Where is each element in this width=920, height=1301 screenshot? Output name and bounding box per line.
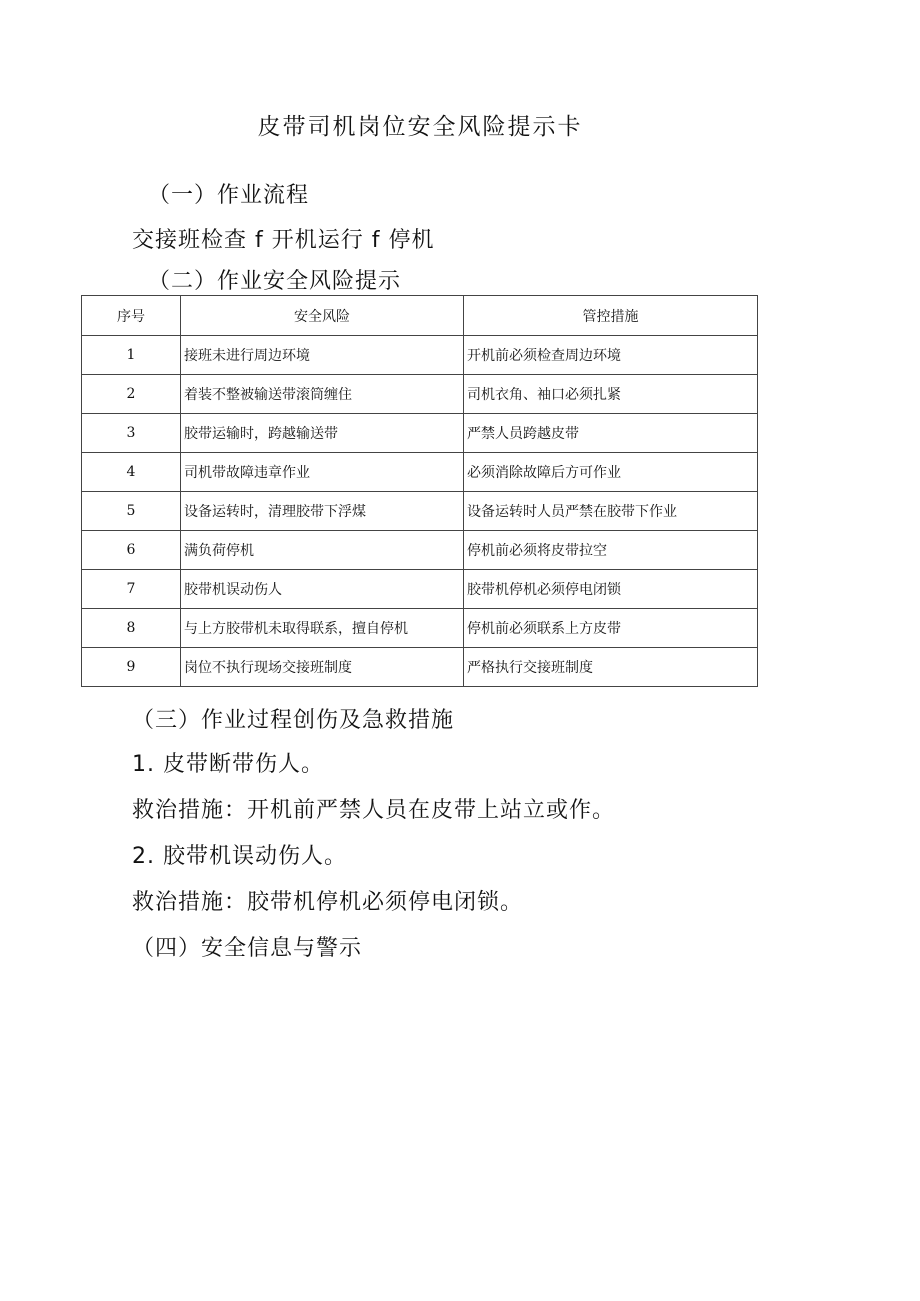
section-heading-workflow: （一）作业流程 (148, 183, 310, 208)
row-risk: 岗位不执行现场交接班制度 (181, 648, 464, 687)
row-number: 5 (82, 492, 181, 531)
row-number: 1 (82, 336, 181, 375)
section-heading-first-aid: （三）作业过程创伤及急救措施 (132, 708, 455, 733)
row-risk: 司机带故障违章作业 (181, 453, 464, 492)
row-measure: 停机前必须将皮带拉空 (464, 531, 758, 570)
row-measure: 胶带机停机必须停电闭锁 (464, 570, 758, 609)
row-measure: 必须消除故障后方可作业 (464, 453, 758, 492)
row-number: 6 (82, 531, 181, 570)
injury-item-1: 1. 皮带断带伤人。 (132, 752, 324, 777)
row-number: 3 (82, 414, 181, 453)
treatment-item-1: 救治措施：开机前严禁人员在皮带上站立或作。 (132, 798, 616, 823)
row-risk: 接班未进行周边环境 (181, 336, 464, 375)
table-row (82, 336, 758, 375)
row-measure: 开机前必须检查周边环境 (464, 336, 758, 375)
injury-item-2: 2. 胶带机误动伤人。 (132, 844, 347, 869)
table-header-row (82, 296, 758, 336)
table-row (82, 531, 758, 570)
row-risk: 满负荷停机 (181, 531, 464, 570)
table-row (82, 570, 758, 609)
treatment-item-2: 救治措施：胶带机停机必须停电闭锁。 (132, 890, 524, 915)
row-measure: 严格执行交接班制度 (464, 648, 758, 687)
table-row (82, 414, 758, 453)
row-number: 8 (82, 609, 181, 648)
table-row (82, 492, 758, 531)
row-measure: 停机前必须联系上方皮带 (464, 609, 758, 648)
table-row (82, 375, 758, 414)
row-number: 9 (82, 648, 181, 687)
row-risk: 与上方胶带机未取得联系，擅自停机 (181, 609, 464, 648)
row-measure: 设备运转时人员严禁在胶带下作业 (464, 492, 758, 531)
workflow-steps: 交接班检查 f 开机运行 f 停机 (132, 228, 435, 253)
row-number: 2 (82, 375, 181, 414)
row-measure: 司机衣角、袖口必须扎紧 (464, 375, 758, 414)
column-header-measure: 管控措施 (464, 296, 758, 336)
row-risk: 设备运转时，清理胶带下浮煤 (181, 492, 464, 531)
row-risk: 胶带运输时，跨越输送带 (181, 414, 464, 453)
table-row (82, 648, 758, 687)
row-risk: 着装不整被输送带滚筒缠住 (181, 375, 464, 414)
column-header-number: 序号 (82, 296, 181, 336)
column-header-risk: 安全风险 (181, 296, 464, 336)
row-number: 4 (82, 453, 181, 492)
row-number: 7 (82, 570, 181, 609)
risk-table (81, 295, 758, 687)
section-heading-risk-tips: （二）作业安全风险提示 (148, 269, 402, 294)
table-row (82, 609, 758, 648)
document-title: 皮带司机岗位安全风险提示卡 (257, 114, 583, 140)
row-measure: 严禁人员跨越皮带 (464, 414, 758, 453)
section-heading-safety-info: （四）安全信息与警示 (132, 936, 363, 961)
table-row (82, 453, 758, 492)
row-risk: 胶带机误动伤人 (181, 570, 464, 609)
